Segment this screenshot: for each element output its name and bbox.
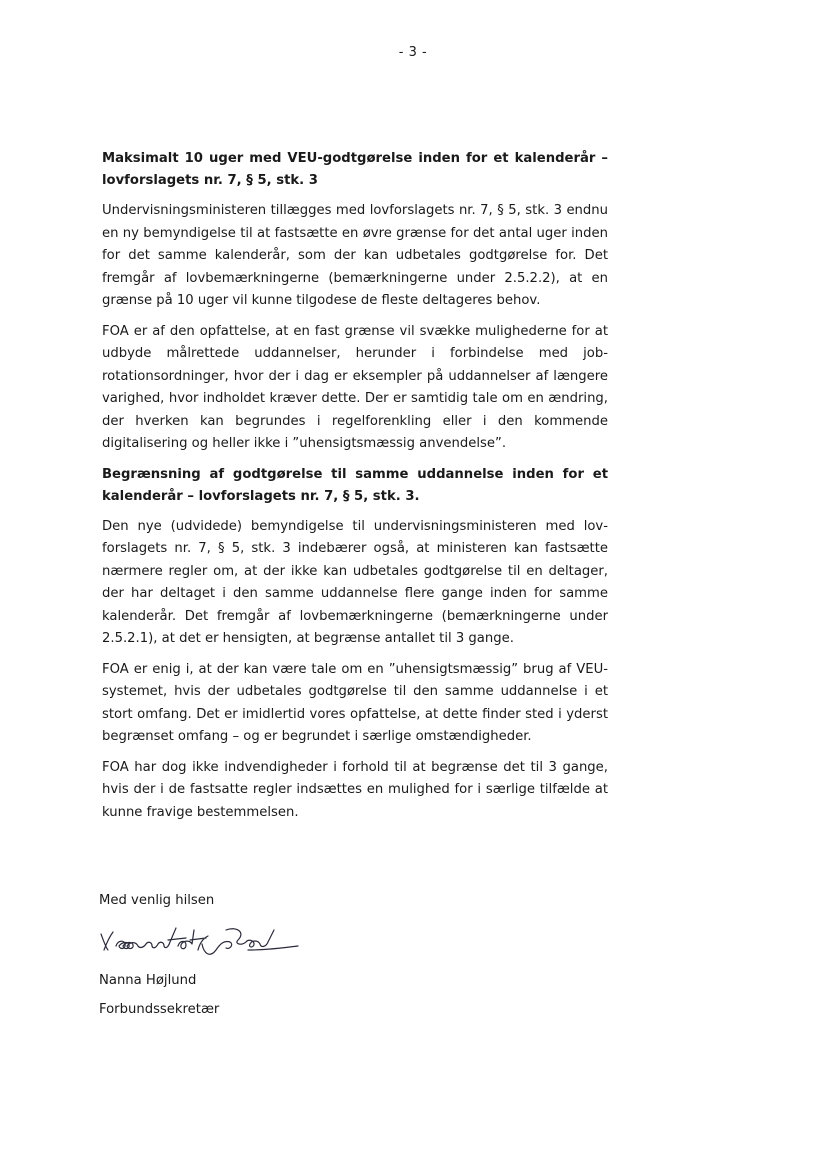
body-paragraph: FOA er enig i, at der kan være tale om en ”uhensigtsmæssig” brug af VEU-systemet, hvis der udbetales godtgørelse til den samme uddannelse i et stort omfang. Det er imidlertid vores opfattelse, at dette finder sted i yderst begrænset omfang – og er begrundet i særlige omstændigheder.: [102, 661, 608, 744]
signer-title: Forbundssekretær: [99, 1002, 220, 1017]
body-paragraph: Den nye (udvidede) bemyndigelse til undervisningsministeren med lovforslagets nr. 7, § 5, stk. 3 indebærer også, at ministeren kan fastsætte nærmere regler om, at der ikke kan udbetales godtgørelse til en deltager, der har deltaget i den samme uddannelse flere gange inden for samme kalenderår. Det fremgår af lovbemærkningerne (bemærkningerne under 2.5.2.1), at det er hensigten, at begrænse antallet til 3 gange.: [102, 518, 608, 646]
body-paragraph: Undervisningsministeren tillægges med lovforslagets nr. 7, § 5, stk. 3 endnu en ny bemyndigelse til at fastsætte en øvre grænse for det antal uger inden for det samme kalenderår, som der kan udbetales godtgørelse for. Det fremgår af lovbemærkningerne (bemærkningerne under 2.5.2.2), at en grænse på 10 uger vil kunne tilgodese de fleste deltageres behov.: [102, 203, 608, 308]
body-paragraph: FOA har dog ikke indvendigheder i forhold til at begrænse det til 3 gange, hvis der i de fastsatte regler indsættes en mulighed for i særlige tilfælde at kunne fravige bestemmelsen.: [102, 759, 608, 820]
section-heading-max-weeks: Maksimalt 10 uger med VEU-godtgørelse inden for et kalenderår – lovforslagets nr. 7, § 5, stk. 3: [102, 151, 608, 188]
closing-salutation: Med venlig hilsen: [99, 893, 215, 908]
handwritten-signature: [98, 920, 318, 960]
body-paragraph: FOA er af den opfattelse, at en fast grænse vil svække mulighederne for at udbyde målrettede uddannelser, herunder i forbindelse med jobrotationsordninger, hvor der i dag er eksempler på uddannelser af længere varighed, hvor indholdet kræver dette. Der er samtidig tale om en ændring, der hverken kan begrundes i regelforenkling eller i den kommende digitalisering og heller ikke i ”uhensigtsmæssig anvendelse”.: [102, 323, 608, 451]
letter-body: [102, 148, 608, 832]
page-number: - 3 -: [398, 45, 428, 60]
section-heading-same-education: Begrænsning af godtgørelse til samme uddannelse inden for et kalenderår – lovforslagets nr. 7, § 5, stk. 3.: [102, 466, 608, 504]
signer-name: Nanna Højlund: [99, 973, 197, 988]
